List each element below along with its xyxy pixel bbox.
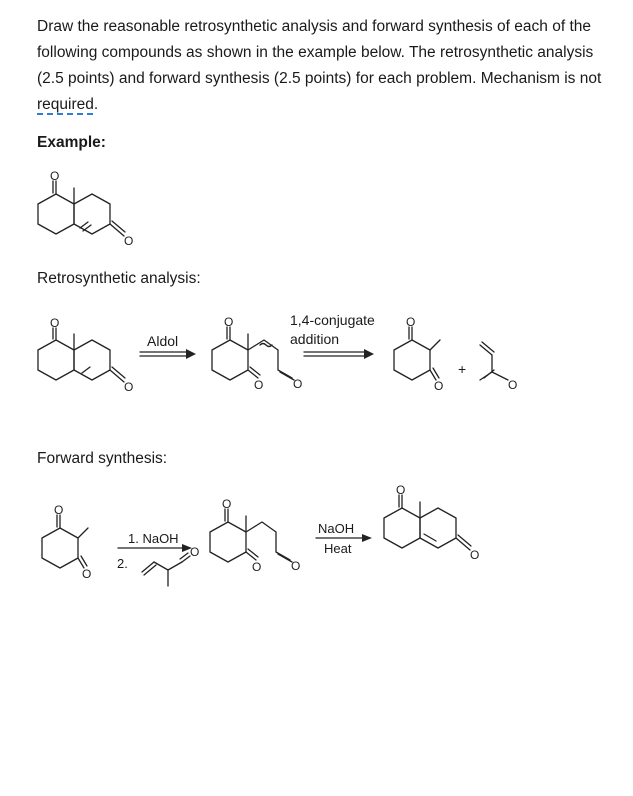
- example-heading: Example:: [37, 134, 106, 151]
- oxygen-label: O: [124, 380, 134, 394]
- oxygen-label: O: [291, 559, 301, 573]
- oxygen-label: O: [293, 377, 303, 391]
- retro-arrow-1: [140, 333, 196, 359]
- oxygen-label: O: [124, 234, 134, 248]
- oxygen-label: O: [470, 548, 480, 562]
- oxygen-label: O: [252, 560, 262, 574]
- retro-diketone-molecule: [212, 315, 302, 392]
- oxygen-label: O: [222, 497, 232, 511]
- oxygen-label: O: [50, 169, 60, 183]
- reagent-naoh-1: 1. NaOH: [128, 531, 179, 546]
- oxygen-label: O: [224, 315, 234, 329]
- retro-cyclohexanone-molecule: [394, 315, 443, 393]
- oxygen-label: O: [254, 378, 264, 392]
- forward-product-molecule: [384, 483, 479, 562]
- oxygen-label: O: [406, 315, 416, 329]
- forward-arrow-2: [316, 521, 372, 556]
- oxygen-label: O: [396, 483, 406, 497]
- retro-heading: Retrosynthetic analysis:: [37, 270, 201, 287]
- oxygen-label: O: [434, 379, 444, 393]
- forward-diketone-molecule: [210, 497, 300, 574]
- aldol-label: Aldol: [147, 333, 179, 349]
- forward-cyclohexanone-molecule: [42, 503, 91, 581]
- conjugate-label-line2: addition: [290, 331, 340, 347]
- oxygen-label: O: [82, 567, 92, 581]
- plus-sign: +: [458, 361, 467, 377]
- retro-enone-molecule: [480, 342, 517, 392]
- retro-target-molecule: [38, 316, 133, 394]
- instructions-text: Draw the reasonable retrosynthetic analysis and forward synthesis of each of the following compounds as shown in the example below. The retrosynthetic analysis (2.5 points) and forward synthesis (2.5 points) for each problem. Mechanism is not: [37, 18, 602, 87]
- forward-heading: Forward synthesis:: [37, 450, 168, 467]
- reagent-naoh-2: NaOH: [318, 521, 355, 536]
- conjugate-label-line1: 1,4-conjugate: [290, 312, 375, 328]
- reagent-heat: Heat: [324, 541, 352, 556]
- forward-arrow-1: [117, 531, 199, 586]
- underlined-required: required: [37, 96, 94, 113]
- retro-arrow-2: [290, 312, 375, 359]
- oxygen-label: O: [50, 316, 60, 330]
- instructions-period: .: [93, 96, 99, 113]
- oxygen-label: O: [54, 503, 64, 517]
- oxygen-label: O: [508, 378, 518, 392]
- reagent-step2: 2.: [117, 556, 128, 571]
- oxygen-label: O: [190, 545, 200, 559]
- example-molecule: [38, 169, 133, 248]
